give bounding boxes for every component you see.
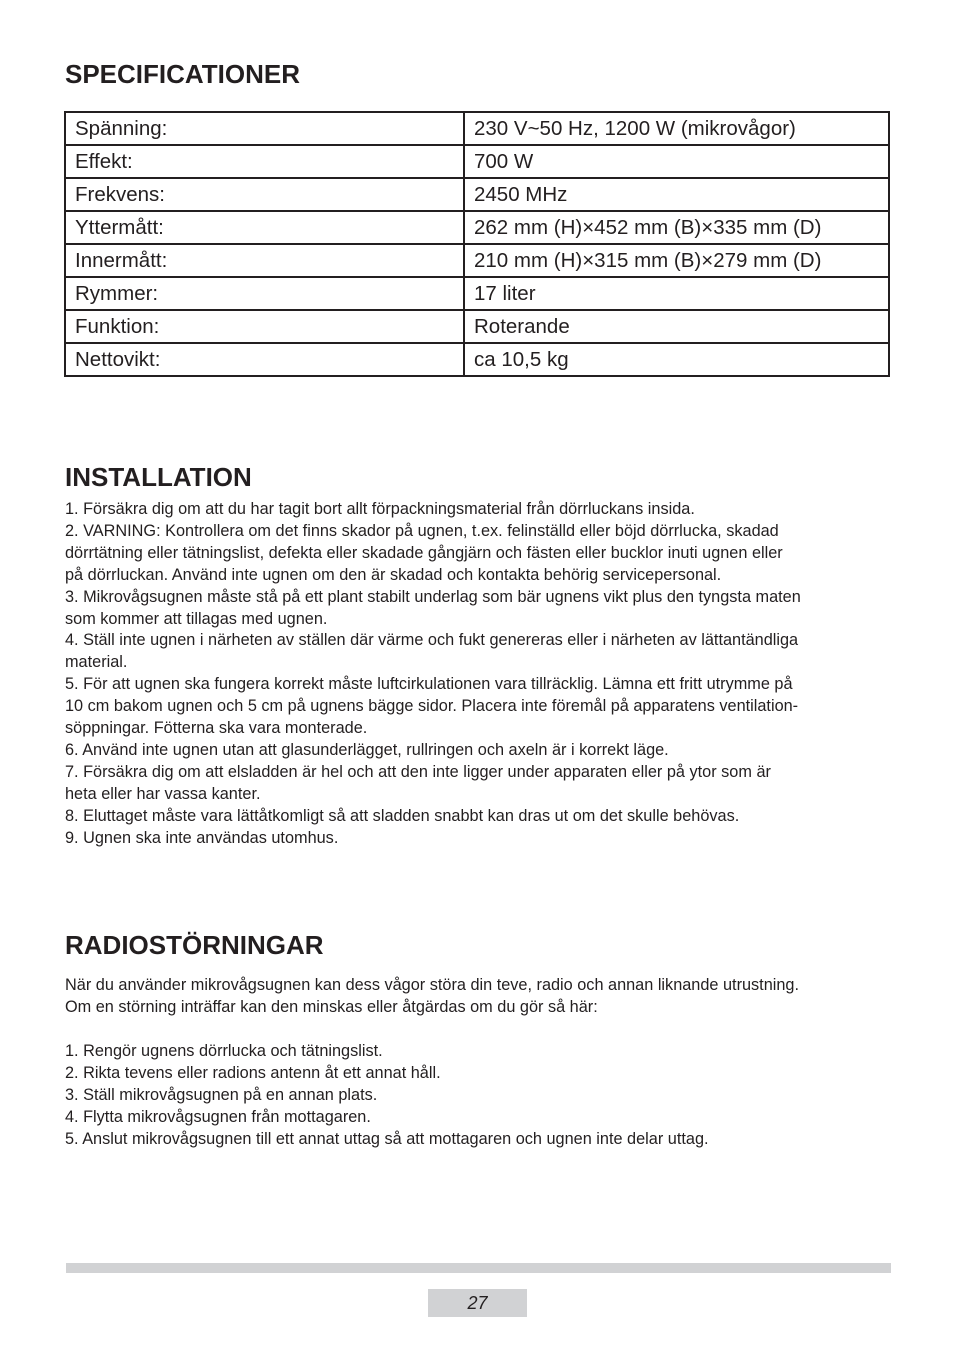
spec-label: Funktion: bbox=[65, 310, 464, 343]
table-row bbox=[65, 112, 889, 145]
list-item: 1. Rengör ugnens dörrlucka och tätningslist. bbox=[65, 1042, 383, 1060]
spec-value: ca 10,5 kg bbox=[464, 343, 889, 376]
spec-label: Innermått: bbox=[65, 244, 464, 277]
installation-heading: INSTALLATION bbox=[65, 462, 252, 492]
spec-label: Spänning: bbox=[65, 112, 464, 145]
table-row bbox=[65, 145, 889, 178]
page-number: 27 bbox=[428, 1289, 527, 1317]
text-line: Om en störning inträffar kan den minskas eller åtgärdas om du gör så här: bbox=[65, 997, 598, 1016]
spec-value: Roterande bbox=[464, 310, 889, 343]
list-item: 5. Anslut mikrovågsugnen till ett annat uttag så att mottagaren och ugnen inte delar uttag. bbox=[65, 1129, 709, 1148]
table-row bbox=[65, 277, 889, 310]
spec-label: Nettovikt: bbox=[65, 343, 464, 376]
text-line: 8. Eluttaget måste vara lättåtkomligt så att sladden snabbt kan dras ut om det skulle behövas. bbox=[65, 806, 740, 825]
list-item: 4. Flytta mikrovågsugnen från mottagaren. bbox=[65, 1107, 371, 1126]
text-line: När du använder mikrovågsugnen kan dess vågor störa din teve, radio och annan liknande utrustning. bbox=[65, 976, 800, 994]
text-line: 4. Ställ inte ugnen i närheten av ställen där värme och fukt genereras eller i närheten av lättantändliga bbox=[65, 631, 799, 650]
text-line: söppningar. Fötterna ska vara monterade. bbox=[65, 719, 368, 738]
text-line: 1. Försäkra dig om att du har tagit bort allt förpackningsmaterial från dörrluckans insida. bbox=[65, 500, 695, 518]
text-line: 9. Ugnen ska inte användas utomhus. bbox=[65, 828, 339, 847]
text-line: 2. VARNING: Kontrollera om det finns skador på ugnen, t.ex. felinställd eller böjd dörrlucka, skadad bbox=[65, 521, 779, 540]
spec-value: 262 mm (H)×452 mm (B)×335 mm (D) bbox=[464, 211, 889, 244]
text-line: 7. Försäkra dig om att elsladden är hel och att den inte ligger under apparaten eller på ytor som är bbox=[65, 762, 771, 781]
table-row bbox=[65, 244, 889, 277]
spec-value: 210 mm (H)×315 mm (B)×279 mm (D) bbox=[464, 244, 889, 277]
table-row bbox=[65, 343, 889, 376]
radio-interference-heading: RADIOSTÖRNINGAR bbox=[65, 930, 324, 960]
installation-instructions bbox=[65, 499, 895, 850]
text-line: 10 cm bakom ugnen och 5 cm på ugnens bägge sidor. Placera inte föremål på apparatens ventilation- bbox=[65, 697, 799, 716]
spec-value: 17 liter bbox=[464, 277, 889, 310]
specifications-heading: SPECIFICATIONER bbox=[65, 59, 300, 89]
table-row bbox=[65, 211, 889, 244]
spec-value: 700 W bbox=[464, 145, 889, 178]
text-line: på dörrluckan. Använd inte ugnen om den är skadad och kontakta behörig servicepersonal. bbox=[65, 565, 722, 584]
text-line: som kommer att tillagas med ugnen. bbox=[65, 609, 328, 628]
spec-label: Rymmer: bbox=[65, 277, 464, 310]
text-line: heta eller har vassa kanter. bbox=[65, 784, 261, 803]
table-row bbox=[65, 178, 889, 211]
footer-divider bbox=[66, 1263, 891, 1273]
radio-intro bbox=[65, 975, 895, 1019]
text-line: material. bbox=[65, 653, 128, 672]
text-line: dörrtätning eller tätningslist, defekta eller skadade gångjärn och fästen eller bucklor inuti ugnen eller bbox=[65, 543, 783, 562]
list-item: 2. Rikta tevens eller radions antenn åt ett annat håll. bbox=[65, 1063, 441, 1082]
spec-value: 230 V~50 Hz, 1200 W (mikrovågor) bbox=[464, 112, 889, 145]
list-item: 3. Ställ mikrovågsugnen på en annan plats. bbox=[65, 1085, 378, 1104]
spec-value: 2450 MHz bbox=[464, 178, 889, 211]
spec-label: Frekvens: bbox=[65, 178, 464, 211]
spec-label: Effekt: bbox=[65, 145, 464, 178]
table-row bbox=[65, 310, 889, 343]
text-line: 6. Använd inte ugnen utan att glasunderlägget, rullringen och axeln är i korrekt läge. bbox=[65, 740, 669, 759]
spec-label: Yttermått: bbox=[65, 211, 464, 244]
radio-steps bbox=[65, 1041, 895, 1151]
text-line: 3. Mikrovågsugnen måste stå på ett plant stabilt underlag som bär ugnens vikt plus den tyngsta maten bbox=[65, 587, 801, 606]
text-line: 5. För att ugnen ska fungera korrekt måste luftcirkulationen vara tillräcklig. Lämna ett fritt utrymme på bbox=[65, 675, 793, 694]
specifications-table bbox=[64, 111, 890, 377]
